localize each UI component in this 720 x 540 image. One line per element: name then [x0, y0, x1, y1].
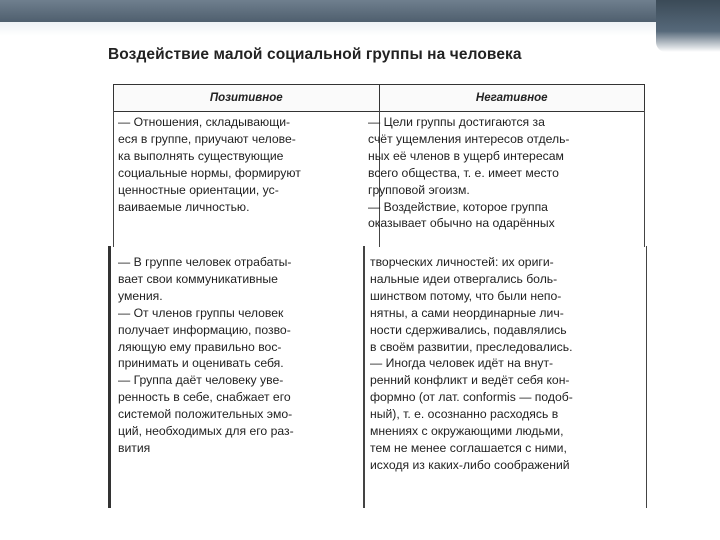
cell-positive-bottom	[118, 254, 294, 457]
text-line: групповой эгоизм.	[368, 182, 470, 197]
text-line: умения.	[118, 288, 163, 303]
text-line: — Цели группы достигаются за	[368, 115, 545, 129]
text-line: ности сдерживались, подавлялись	[370, 322, 567, 337]
column-divider	[363, 246, 365, 508]
text-line: — От членов группы человек	[118, 305, 284, 320]
text-line: — Группа даёт человеку уве-	[118, 373, 284, 388]
text-line: шинством потому, что были непо-	[370, 288, 562, 303]
text-line: вает свои коммуникативные	[118, 271, 278, 286]
text-line: ценностные ориентации, ус-	[118, 182, 279, 197]
text-line: вития	[118, 440, 151, 455]
text-line: нятны, а сами неординарные лич-	[370, 305, 564, 320]
text-line: формно (от лат. conformis — подоб-	[370, 390, 573, 405]
text-line: мнениях с окружающими людьми,	[370, 424, 564, 439]
text-line: исходя из каких-либо соображений	[370, 457, 570, 472]
cell-positive-top	[118, 114, 301, 215]
text-line: еся в группе, приучают челове-	[118, 131, 296, 146]
text-line: ваиваемые личностью.	[118, 199, 250, 214]
text-line: ций, необходимых для его раз-	[118, 424, 294, 439]
text-line: социальные нормы, формируют	[118, 165, 301, 180]
cell-negative-bottom	[370, 254, 573, 474]
page-title: Воздействие малой социальной группы на человека	[108, 46, 522, 63]
header-negative: Негативное	[379, 85, 645, 111]
text-line: ный), т. е. осознанно расходясь в	[370, 407, 559, 422]
text-line: системой положительных эмо-	[118, 407, 293, 422]
text-line: принимать и оценивать себя.	[118, 356, 284, 371]
text-line: ка выполнять существующие	[118, 148, 284, 163]
table-header-row	[113, 84, 645, 112]
text-line: получает информацию, позво-	[118, 322, 291, 337]
text-line: в своём развитии, преследовались.	[370, 339, 573, 354]
text-line: ренность в себе, снабжает его	[118, 390, 291, 405]
text-line: — Отношения, складывающи-	[118, 115, 291, 129]
text-line: — Воздействие, которое группа	[368, 199, 548, 214]
header-positive: Позитивное	[114, 85, 379, 111]
text-line: тем не менее соглашается с ними,	[370, 440, 567, 455]
text-line: — Иногда человек идёт на внут-	[370, 356, 554, 371]
slide-corner-decoration	[656, 0, 720, 52]
slide-top-bar	[0, 0, 720, 22]
text-line: счёт ущемления интересов отдель-	[368, 131, 570, 146]
text-line: нальные идеи отвергались боль-	[370, 271, 558, 286]
text-line: — В группе человек отрабаты-	[118, 255, 292, 269]
text-line: творческих личностей: их ориги-	[370, 255, 554, 269]
text-line: оказывает обычно на одарённых	[368, 216, 555, 231]
text-line: ляющую ему правильно вос-	[118, 339, 282, 354]
slide-top-band	[0, 22, 720, 36]
text-line: ренний конфликт и ведёт себя кон-	[370, 373, 570, 388]
text-line: ных её членов в ущерб интересам	[368, 148, 564, 163]
text-line: всего общества, т. е. имеет место	[368, 165, 559, 180]
cell-negative-top	[368, 114, 570, 232]
